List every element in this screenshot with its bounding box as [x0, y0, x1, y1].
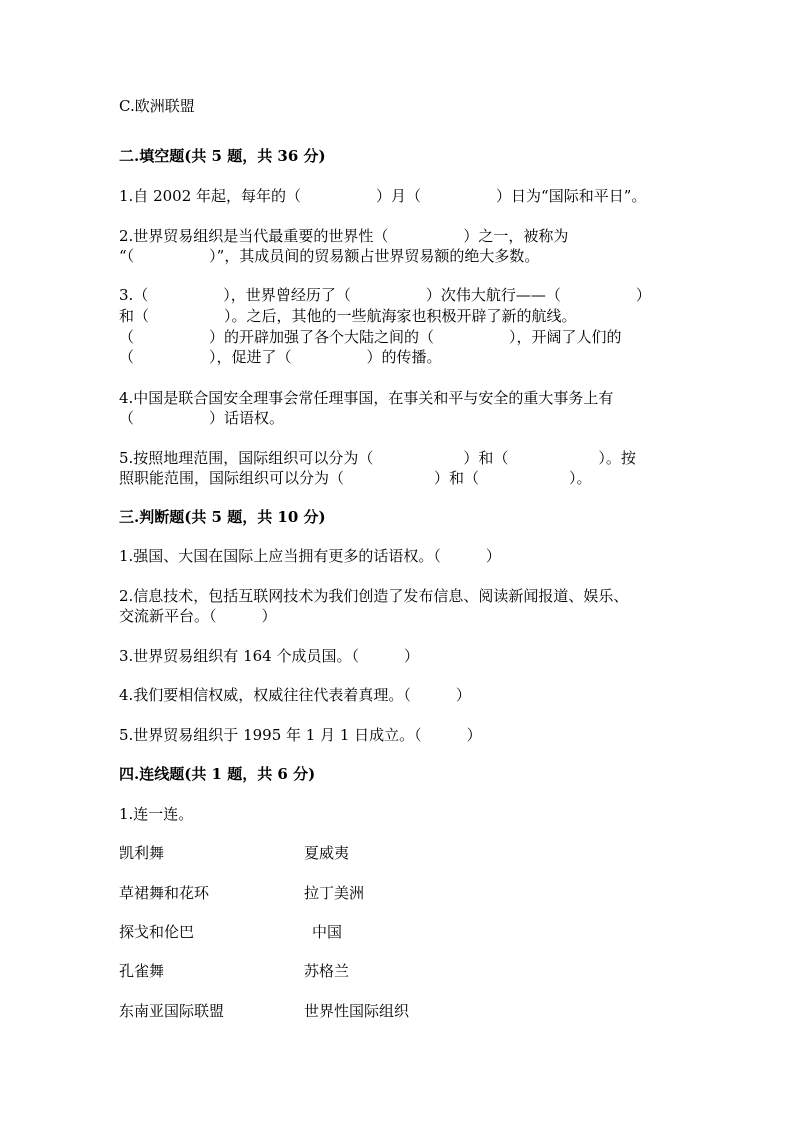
fill-q2-line1: 2.世界贸易组织是当代最重要的世界性（ ）之一，被称为: [119, 227, 569, 245]
fill-q1: 1.自 2002 年起，每年的（ ）月（ ）日为“国际和平日”。: [119, 187, 647, 205]
match-right-item: 中国: [312, 923, 343, 941]
judge-q5: 5.世界贸易组织于 1995 年 1 月 1 日成立。（ ）: [119, 726, 482, 744]
fill-q3-line1: 3.（ ），世界曾经历了（ ）次伟大航行——（ ）: [119, 286, 651, 304]
match-right-item: 拉丁美洲: [304, 884, 365, 902]
judge-q2-line1: 2.信息技术，包括互联网技术为我们创造了发布信息、阅读新闻报道、娱乐、: [119, 587, 629, 605]
match-q1: 1.连一连。: [119, 805, 194, 823]
match-right-item: 苏格兰: [304, 962, 350, 980]
fill-q3-line2: 和（ ）。之后，其他的一些航海家也积极开辟了新的航线。: [119, 307, 577, 325]
fill-q4-line2: （ ）话语权。: [119, 409, 285, 427]
match-left-item: 孔雀舞: [119, 962, 165, 980]
judge-q2-line2: 交流新平台。（ ）: [119, 607, 277, 625]
judge-q3: 3.世界贸易组织有 164 个成员国。（ ）: [119, 647, 419, 665]
section-2-heading: 二.填空题(共 5 题，共 36 分): [119, 147, 326, 165]
fill-q5-line1: 5.按照地理范围，国际组织可以分为（ ）和（ ）。按: [119, 449, 636, 467]
fill-q3-line4: （ ），促进了（ ）的传播。: [119, 348, 442, 366]
option-c: C.欧洲联盟: [119, 97, 195, 115]
section-4-heading: 四.连线题(共 1 题，共 6 分): [119, 765, 316, 783]
match-left-item: 探戈和伦巴: [119, 923, 195, 941]
match-left-item: 东南亚国际联盟: [119, 1002, 225, 1020]
match-right-item: 世界性国际组织: [304, 1002, 410, 1020]
fill-q5-line2: 照职能范围，国际组织可以分为（ ）和（ ）。: [119, 469, 592, 487]
section-3-heading: 三.判断题(共 5 题，共 10 分): [119, 508, 326, 526]
fill-q2-line2: “（ ）”，其成员间的贸易额占世界贸易额的绝大多数。: [119, 247, 540, 265]
judge-q4: 4.我们要相信权威，权威往往代表着真理。（ ）: [119, 686, 471, 704]
judge-q1: 1.强国、大国在国际上应当拥有更多的话语权。（ ）: [119, 547, 501, 565]
match-right-item: 夏威夷: [304, 844, 350, 862]
match-left-item: 凯利舞: [119, 844, 165, 862]
fill-q4-line1: 4.中国是联合国安全理事会常任理事国，在事关和平与安全的重大事务上有: [119, 389, 614, 407]
fill-q3-line3: （ ）的开辟加强了各个大陆之间的（ ），开阔了人们的: [119, 328, 622, 346]
match-left-item: 草裙舞和花环: [119, 884, 210, 902]
